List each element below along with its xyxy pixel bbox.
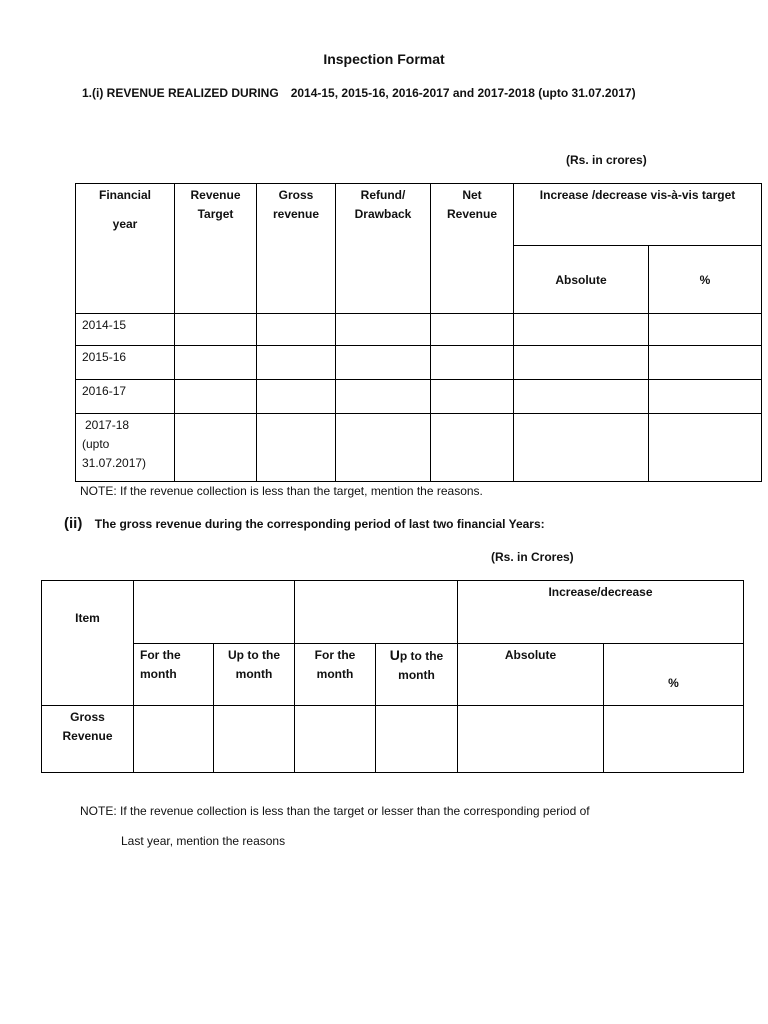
table-cell[interactable] bbox=[514, 314, 649, 346]
section-1-label: 1.(i) REVENUE REALIZED DURING bbox=[82, 86, 279, 100]
percent-header: % bbox=[649, 246, 762, 314]
units-label-1: (Rs. in crores) bbox=[566, 153, 647, 167]
table-cell[interactable] bbox=[649, 314, 762, 346]
section-2-heading bbox=[64, 515, 545, 533]
table-row bbox=[76, 314, 762, 346]
section-1-heading bbox=[82, 86, 636, 100]
gross-revenue-table bbox=[41, 580, 744, 773]
table-cell[interactable] bbox=[431, 346, 514, 380]
up-to-month-header-1: Up to the month bbox=[214, 644, 295, 706]
table-cell[interactable] bbox=[257, 380, 336, 414]
year-cell: 2016-17 bbox=[76, 380, 175, 414]
year-cell: 2014-15 bbox=[76, 314, 175, 346]
table-row bbox=[76, 414, 762, 482]
section-1-years: 2014-15, 2015-16, 2016-2017 and 2017-2018 (upto 31.07.2017) bbox=[290, 86, 636, 100]
increase-decrease-header: Increase/decrease bbox=[458, 581, 744, 644]
absolute-header: Absolute bbox=[514, 246, 649, 314]
table-cell[interactable] bbox=[257, 314, 336, 346]
revenue-target-header: Revenue Target bbox=[175, 184, 257, 314]
table-cell[interactable] bbox=[336, 346, 431, 380]
table-cell[interactable] bbox=[649, 414, 762, 482]
table-cell[interactable] bbox=[175, 314, 257, 346]
refund-drawback-header: Refund/ Drawback bbox=[336, 184, 431, 314]
table-cell[interactable] bbox=[257, 346, 336, 380]
item-header: Item bbox=[42, 581, 134, 706]
section-2-number: (ii) bbox=[64, 515, 83, 532]
period-2-header bbox=[295, 581, 458, 644]
up-to-month-header-2: Up to the month bbox=[376, 644, 458, 706]
table-cell[interactable] bbox=[257, 414, 336, 482]
year-cell: 2017-18 (upto 31.07.2017) bbox=[76, 414, 175, 482]
table-row bbox=[42, 706, 744, 773]
table-cell[interactable] bbox=[649, 380, 762, 414]
gross-revenue-header: Gross revenue bbox=[257, 184, 336, 314]
table-row bbox=[76, 380, 762, 414]
table-cell[interactable] bbox=[514, 414, 649, 482]
table-cell[interactable] bbox=[514, 380, 649, 414]
table-cell[interactable] bbox=[336, 414, 431, 482]
table-cell[interactable] bbox=[604, 706, 744, 773]
table-cell[interactable] bbox=[431, 314, 514, 346]
units-label-2: (Rs. in Crores) bbox=[491, 550, 574, 564]
percent-header: % bbox=[604, 644, 744, 706]
table-cell[interactable] bbox=[295, 706, 376, 773]
table-cell[interactable] bbox=[336, 380, 431, 414]
increase-decrease-header: Increase /decrease vis-à-vis target bbox=[514, 184, 762, 246]
revenue-table bbox=[75, 183, 762, 482]
table-row bbox=[76, 346, 762, 380]
table-cell[interactable] bbox=[214, 706, 295, 773]
table-cell[interactable] bbox=[431, 414, 514, 482]
financial-year-header: Financial year bbox=[76, 184, 175, 314]
document-title: Inspection Format bbox=[323, 51, 445, 67]
note-2-line-1: NOTE: If the revenue collection is less than the target or lesser than the corresponding period of bbox=[80, 804, 590, 818]
year-cell: 2015-16 bbox=[76, 346, 175, 380]
table-cell[interactable] bbox=[175, 414, 257, 482]
table-cell[interactable] bbox=[175, 380, 257, 414]
gross-revenue-row-label: Gross Revenue bbox=[42, 706, 134, 773]
net-revenue-header: Net Revenue bbox=[431, 184, 514, 314]
table-cell[interactable] bbox=[458, 706, 604, 773]
period-1-header bbox=[134, 581, 295, 644]
table-cell[interactable] bbox=[175, 346, 257, 380]
absolute-header: Absolute bbox=[458, 644, 604, 706]
section-2-text: The gross revenue during the corresponding period of last two financial Years: bbox=[94, 517, 545, 531]
table-cell[interactable] bbox=[649, 346, 762, 380]
table-cell[interactable] bbox=[134, 706, 214, 773]
for-the-month-header-2: For the month bbox=[295, 644, 376, 706]
note-1: NOTE: If the revenue collection is less than the target, mention the reasons. bbox=[80, 484, 483, 498]
table-cell[interactable] bbox=[514, 346, 649, 380]
for-the-month-header-1: For the month bbox=[134, 644, 214, 706]
note-2-line-2: Last year, mention the reasons bbox=[121, 834, 286, 848]
table-cell[interactable] bbox=[376, 706, 458, 773]
table-cell[interactable] bbox=[336, 314, 431, 346]
table-cell[interactable] bbox=[431, 380, 514, 414]
